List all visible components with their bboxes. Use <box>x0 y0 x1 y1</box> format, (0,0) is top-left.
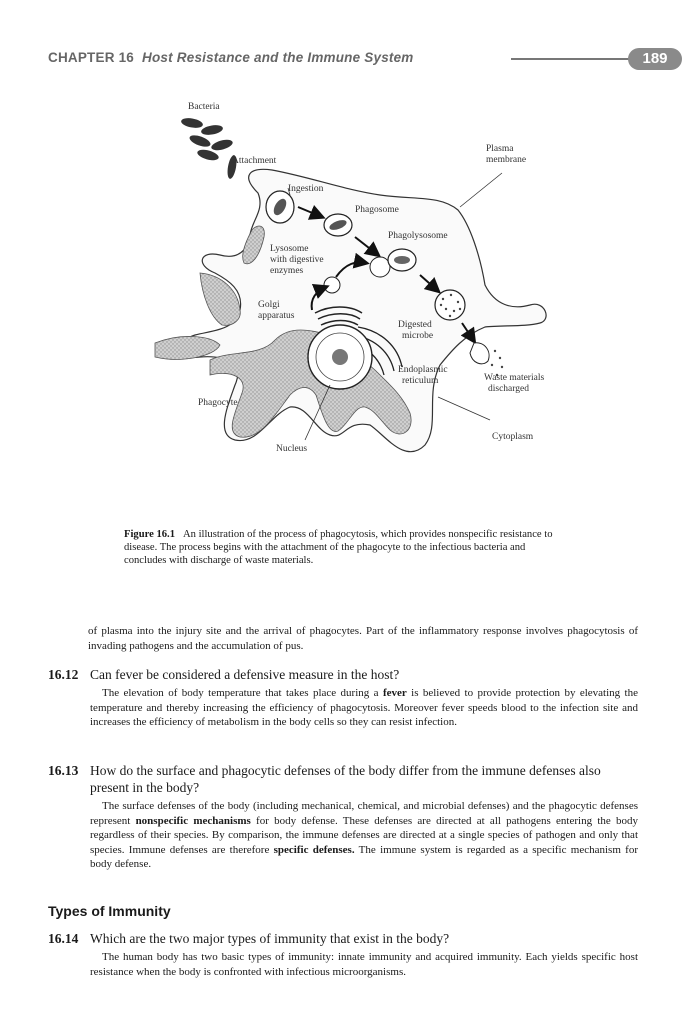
question-16-13 <box>48 762 638 883</box>
running-head <box>48 50 414 65</box>
question-16-14 <box>48 930 638 990</box>
label-ingestion: Ingestion <box>288 184 324 194</box>
caption-text: An illustration of the process of phagocytosis, which provides nonspecific resistance to disease. The process begins with the attachment of the phagocyte to the infectious bacteria and concludes with discharge of waste materials. <box>124 529 553 566</box>
answer-text: The human body has two basic types of immunity: innate immunity and acquired immunity. Each yields specific host resistance when the body is confronted with infectious microorganisms. <box>90 951 638 978</box>
label-lysosome-2: with digestive <box>270 255 324 265</box>
answer-bold: fever <box>382 687 407 699</box>
page-number: 189 <box>628 48 682 70</box>
intro-paragraph-block <box>48 624 638 653</box>
answer-bold: nonspecific mechanisms <box>135 814 251 827</box>
question-line <box>48 930 638 947</box>
question-text: Can fever be considered a defensive measure in the host? <box>90 667 400 682</box>
question-16-12 <box>48 666 638 741</box>
label-bacteria: Bacteria <box>188 102 220 112</box>
answer-text <box>90 799 638 872</box>
label-waste-2: discharged <box>488 384 529 394</box>
answer-bold: specific defenses. <box>273 843 355 856</box>
phagocytosis-figure <box>140 95 580 505</box>
question-text: How do the surface and phagocytic defenses of the body differ from the immune defenses also present in the body? <box>90 763 601 795</box>
page-header <box>48 48 668 70</box>
label-phagosome: Phagosome <box>355 205 399 215</box>
question-line <box>48 762 638 796</box>
label-er-1: Endoplasmic <box>398 365 448 375</box>
label-lysosome-3: enzymes <box>270 266 304 276</box>
question-number: 16.13 <box>48 763 79 778</box>
waste-vesicle <box>470 343 489 364</box>
label-golgi-2: apparatus <box>258 311 295 321</box>
nucleolus <box>332 349 348 365</box>
label-cytoplasm: Cytoplasm <box>492 432 534 442</box>
label-golgi-1: Golgi <box>258 300 280 310</box>
label-waste-1: Waste materials <box>484 373 545 383</box>
label-digested-1: Digested <box>398 320 432 330</box>
caption-label: Figure 16.1 <box>124 529 176 540</box>
question-text: Which are the two major types of immunity that exist in the body? <box>90 931 450 946</box>
answer-part: The immune system is regarded as a specific mechanism for body defense. <box>90 843 638 870</box>
phagolysosome-lysosome <box>370 257 390 277</box>
answer-part: The elevation of body temperature that takes place during a <box>102 687 383 699</box>
question-line <box>48 666 638 683</box>
question-number: 16.12 <box>48 667 79 682</box>
label-phagolysosome: Phagolysosome <box>388 231 448 241</box>
label-digested-2: microbe <box>402 331 434 341</box>
question-number: 16.14 <box>48 931 79 946</box>
chapter-title: Host Resistance and the Immune System <box>142 50 414 65</box>
intro-paragraph: of plasma into the injury site and the arrival of phagocytes. Part of the inflammatory response involves phagocytosis of invading pathogens and the accumulation of pus. <box>88 625 638 652</box>
section-heading: Types of Immunity <box>48 903 171 919</box>
header-rule <box>511 58 631 60</box>
bacteria-group <box>180 117 238 180</box>
label-phagocyte: Phagocyte <box>198 398 238 408</box>
label-er-2: reticulum <box>402 376 439 386</box>
label-plasma-membrane-2: membrane <box>486 155 527 165</box>
label-nucleus: Nucleus <box>276 444 308 454</box>
label-attachment: Attachment <box>232 156 277 166</box>
chapter-label: CHAPTER 16 <box>48 50 135 65</box>
figure-caption <box>124 528 564 567</box>
label-lysosome-1: Lysosome <box>270 244 309 254</box>
answer-part: The surface defenses of the body (including mechanical, chemical, and microbial defenses) and the phagocytic defenses represent <box>90 800 638 827</box>
lysosome-vesicle <box>324 277 340 293</box>
answer-part: is believed to provide protection by elevating the temperature and thereby increasing the efficiency of phagocytosis. Moreover fever speeds blood to the infection site and increases the efficiency of metabolism in the body cells so they can resist infection. <box>90 687 638 728</box>
phagolysosome-bacterium <box>394 256 410 264</box>
label-plasma-membrane-1: Plasma <box>486 144 514 154</box>
answer-text <box>90 686 638 730</box>
answer-part: for body defense. These defenses are directed at all pathogens entering the body regardless of their species. By comparison, the immune defenses are directed at a single species of pathogen and only that species. Immune defenses are therefore <box>90 814 639 856</box>
